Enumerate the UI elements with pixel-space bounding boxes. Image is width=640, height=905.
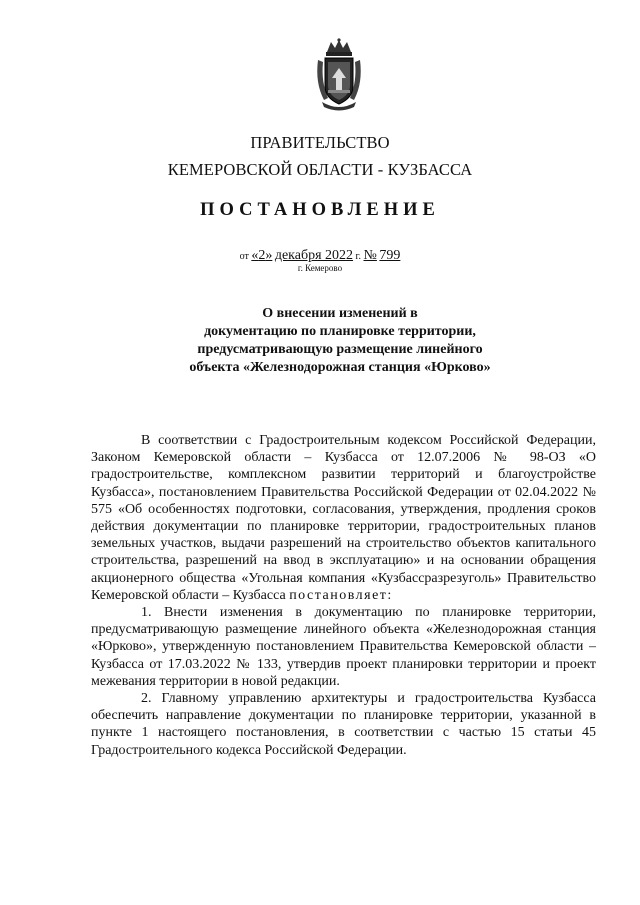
preamble-text: В соответствии с Градостроительным кодексом Российской Федерации, Законом Кемеровской области – Кузбасса от 12.07.2006 № 98-ОЗ «О градостроительстве, комплексном развитии территорий и благоустройстве Кузбасса», постановлением Правительства Российской Федерации от 02.04.2022 № 575 «Об особенностях подготовки, согласования, утверждения, продления сроков действия документации по планировке территории, градостроительных планов земельных участков, выдачи разрешений на строительство объектов капитального строительства, разрешений на ввод в эксплуатацию» и на основании обращения акционерного общества «Угольная компания «Кузбассразрезуголь» Правительство Кемеровской области – Кузбасса bbox=[91, 433, 596, 603]
document-number: 799 bbox=[379, 248, 401, 263]
item-paragraph: 1. Внести изменения в документацию по планировке территории, предусматривающую размещение линейного объекта «Железнодорожная станция «Юрково», утвержденную постановлением Правительства Кемеровской области – Кузбасса от 17.03.2022 № 133, утвердив проект планировки территории и проект межевания территории в новой редакции. bbox=[91, 605, 596, 689]
document-date-number bbox=[0, 248, 640, 264]
date-year-suffix: г. bbox=[355, 251, 362, 262]
date-day-close: » bbox=[265, 248, 273, 263]
date-day-open: « bbox=[251, 248, 259, 263]
item-paragraph: 2. Главному управлению архитектуры и градостроительства Кузбасса обеспечить направление документации по планировке территории, указанной в пункте 1 настоящего постановления, в соответствии с частью 15 статьи 45 Градостроительного кодекса Российской Федерации. bbox=[91, 691, 596, 758]
subject-line: предусматривающую размещение линейного bbox=[197, 342, 483, 357]
organization-name-line2: КЕМЕРОВСКОЙ ОБЛАСТИ - КУЗБАССА bbox=[167, 160, 473, 179]
date-prefix: от bbox=[239, 251, 249, 262]
preamble-verb: постановляет: bbox=[289, 587, 393, 603]
date-month-year: декабря 2022 bbox=[274, 248, 354, 263]
subject-line: О внесении изменений в bbox=[262, 306, 418, 321]
subject-line: документацию по планировке территории, bbox=[204, 324, 476, 339]
preamble-paragraph bbox=[91, 432, 596, 604]
number-label: № bbox=[363, 248, 377, 263]
date-day: 2 bbox=[258, 248, 266, 263]
document-type: ПОСТАНОВЛЕНИЕ bbox=[200, 200, 440, 220]
document-subject bbox=[90, 305, 590, 377]
city: г. Кемерово bbox=[297, 263, 343, 273]
subject-line: объекта «Железнодорожная станция «Юрково» bbox=[189, 360, 491, 375]
document-body bbox=[91, 432, 596, 759]
coat-of-arms-icon bbox=[314, 38, 364, 112]
organization-name-line1: ПРАВИТЕЛЬСТВО bbox=[250, 133, 390, 152]
